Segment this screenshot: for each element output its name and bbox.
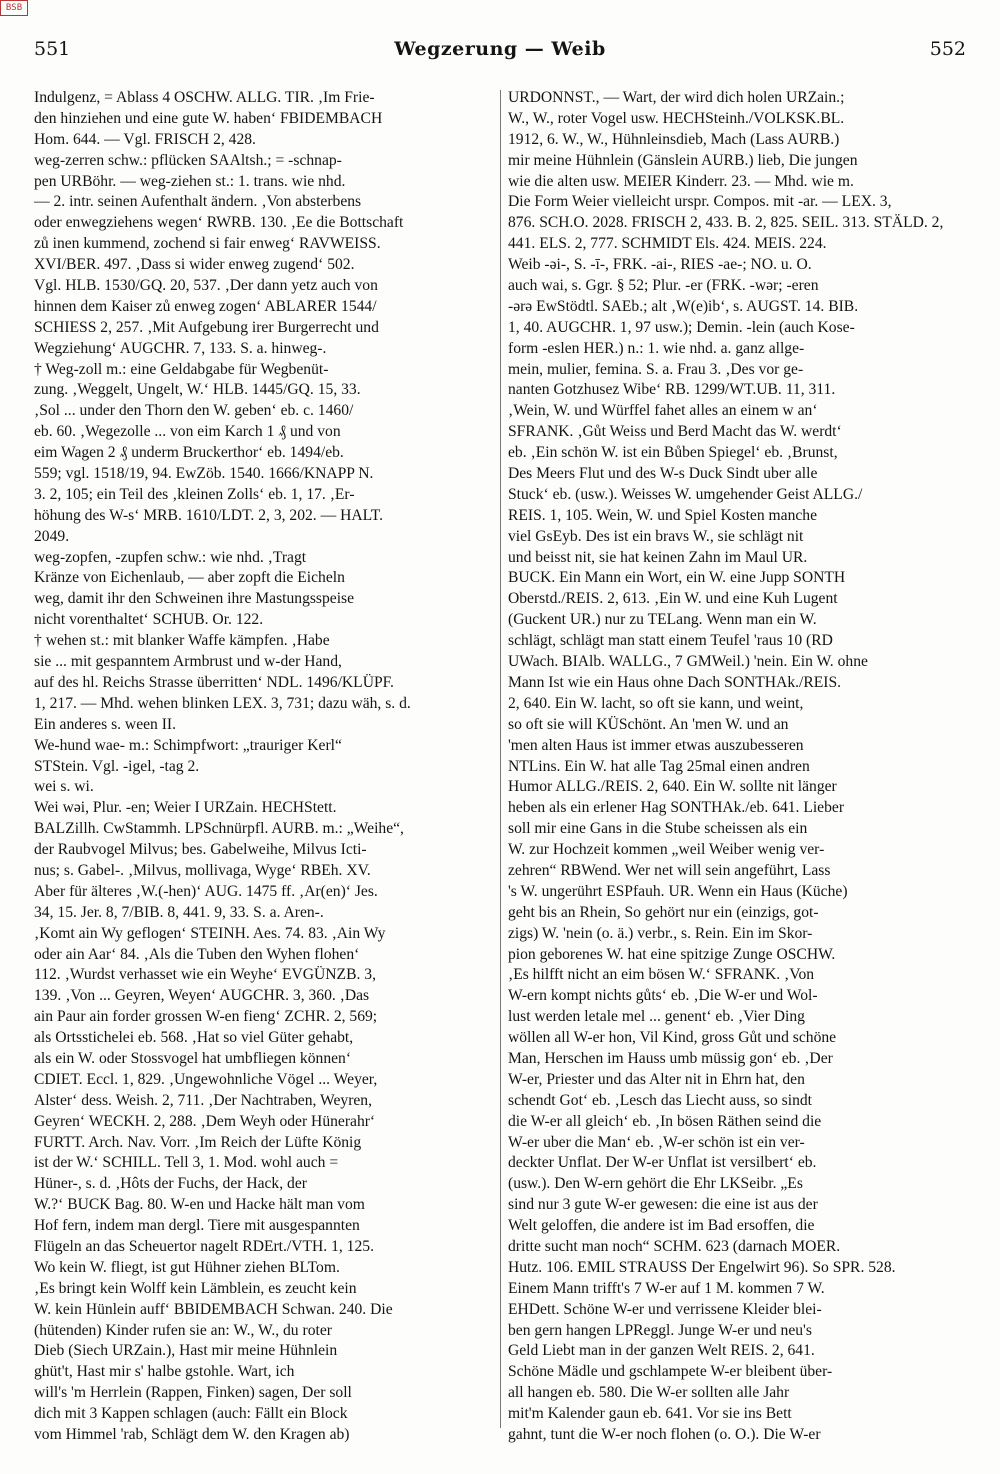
text-line: 2049. (34, 527, 70, 545)
text-line: weg, damit ihr den Schweinen ihre Mastungsspeise (34, 590, 355, 608)
text-line: wei s. wi. (34, 778, 94, 796)
text-line: W. zur Hochzeit kommen „weil Weiber wenig ver- (508, 841, 825, 859)
text-line: 876. SCH.O. 2028. FRISCH 2, 433. B. 2, 825. SEIL. 313. STÄLD. 2, (508, 214, 944, 232)
text-line: We-hund wae- m.: Schimpfwort: „trauriger Kerl“ (34, 736, 342, 754)
text-line: oder ain Aar‘ 84. ‚Als die Tuben den Wyhen flohen‘ (34, 945, 360, 963)
text-line: sie ... mit gespanntem Armbrust und w-der Hand, (34, 653, 342, 671)
text-line: 139. ‚Von ... Geyren, Weyen‘ AUGCHR. 3, 360. ‚Das (34, 987, 370, 1005)
text-line: Kränze von Eichenlaub, — aber zopft die Eicheln (34, 569, 345, 587)
text-line: Des Meers Flut und des W-s Duck Sindt uber alle (508, 465, 818, 483)
text-line: form -eslen HER.) n.: 1. wie nhd. a. ganz allge- (508, 339, 805, 357)
text-line: SFRANK. ‚Gůt Weiss und Berd Macht das W. werdt‘ (508, 423, 842, 441)
text-line: weg-zerren schw.: pflücken SAAltsh.; = -schnap- (34, 151, 342, 169)
text-line: Geld Liebt man in der ganzen Welt REIS. 2, 641. (508, 1342, 815, 1360)
text-line: 441. ELS. 2, 777. SCHMIDT Els. 424. MEIS. 224. (508, 235, 827, 253)
text-line: FURTT. Arch. Nav. Vorr. ‚Im Reich der Lüfte König (34, 1133, 362, 1151)
text-line: nanten Gotzhusez Wibe‘ RB. 1299/WT.UB. 11, 311. (508, 381, 836, 399)
text-line: ‚Sol ... under den Thorn den W. geben‘ eb. c. 1460/ (34, 402, 354, 420)
text-line: mein, mulier, femina. S. a. Frau 3. ‚Des vor ge- (508, 360, 804, 378)
left-column (34, 88, 494, 1446)
text-line: Hom. 644. — Vgl. FRISCH 2, 428. (34, 130, 256, 148)
text-line: als Ortsstichelei eb. 568. ‚Hat so viel Güter gehabt, (34, 1029, 354, 1047)
text-line: ‚Wein, W. und Würffel fahet alles an einem w an‘ (508, 402, 818, 420)
text-line: soll mir eine Gans in die Stube scheissen als ein (508, 820, 808, 838)
text-line: Vgl. HLB. 1530/GQ. 20, 537. ‚Der dann yetz auch von (34, 277, 378, 295)
text-line: wöllen all W-er hon, Vil Kind, gross Gůt und schöne (508, 1029, 837, 1047)
text-line: Die Form Weier vielleicht urspr. Compos. mit -ar. — LEX. 3, (508, 193, 892, 211)
text-line: wie die alten usw. MEIER Kinderr. 23. — Mhd. wie m. (508, 172, 854, 190)
text-line: W., W., roter Vogel usw. HECHSteinh./VOLKSK.BL. (508, 109, 845, 127)
text-line: all hangen eb. 580. Die W-er sollten alle Jahr (508, 1384, 790, 1402)
text-line: geht bis an Rhein, So gehört nur ein (einzigs, got- (508, 903, 819, 921)
text-line: Alster‘ dess. Weish. 2, 711. ‚Der Nachtraben, Weyren, (34, 1091, 372, 1109)
text-line: Welt geloffen, die andere ist im Bad ersoffen, die (508, 1217, 815, 1235)
text-line: deckter Unflat. Der W-er Unflat ist versilbert‘ eb. (508, 1154, 817, 1172)
text-line: STStein. Vgl. -igel, -tag 2. (34, 757, 200, 775)
text-line: lust werden letale mel ... genent‘ eb. ‚Vier Ding (508, 1008, 805, 1026)
text-line: Humor ALLG./REIS. 2, 640. Ein W. sollte nit länger (508, 778, 837, 796)
text-line: so oft sie will KÜSchönt. An 'men W. und an (508, 715, 789, 733)
text-line: pen URBöhr. — weg-ziehen st.: 1. trans. wie nhd. (34, 172, 346, 190)
text-line: 1, 40. AUGCHR. 1, 97 usw.); Demin. -lein (auch Kose- (508, 318, 855, 336)
text-line: zů inen kummend, zochend si fair enweg‘ RAVWEISS. (34, 235, 381, 253)
page-number-left: 551 (34, 38, 71, 60)
text-line: (Guckent UR.) nur zu TELang. Wenn man ein W. (508, 611, 817, 629)
text-line: den hinziehen und eine gute W. haben‘ FBIDEMBACH (34, 109, 383, 127)
text-line: BUCK. Ein Mann ein Wort, ein W. eine Jupp SONTH (508, 569, 846, 587)
text-line: will's 'm Herrlein (Rappen, Finken) sagen, Der soll (34, 1384, 352, 1402)
text-line: der Raubvogel Milvus; bes. Gabelweihe, Milvus Icti- (34, 841, 367, 859)
text-line: Wegziehung‘ AUGCHR. 7, 133. S. a. hinweg-. (34, 339, 327, 357)
text-line: 1912, 6. W., W., Hühnleinsdieb, Mach (Lass AURB.) (508, 130, 840, 148)
text-line: schlägt, schlägt man statt einem Teufel 'raus 10 (RD (508, 632, 833, 650)
text-line: 559; vgl. 1518/19, 94. EwZöb. 1540. 1666/KNAPP N. (34, 465, 374, 483)
text-line: ist der W.‘ SCHILL. Tell 3, 1. Mod. wohl auch = (34, 1154, 339, 1172)
text-line: W.?‘ BUCK Bag. 80. W-en und Hacke hält man vom (34, 1196, 365, 1214)
text-line: 's W. ungerührt ESPfauh. UR. Wenn ein Haus (Küche) (508, 882, 848, 900)
text-line: SCHIESS 2, 257. ‚Mit Aufgebung irer Burgerrecht und (34, 318, 379, 336)
page-number-right: 552 (929, 38, 966, 60)
text-line: Oberstd./REIS. 2, 613. ‚Ein W. und eine Kuh Lugent (508, 590, 838, 608)
text-line: nus; s. Gabel-. ‚Milvus, mollivaga, Wyge‘ RBEh. XV. (34, 861, 371, 879)
text-line: † wehen st.: mit blanker Waffe kämpfen. ‚Habe (34, 632, 330, 650)
library-stamp: BSB (0, 0, 28, 16)
text-line: mit'm Kalender gaun eb. 641. Vor sie ins Bett (508, 1405, 792, 1423)
text-line: Geyren‘ WECKH. 2, 288. ‚Dem Weyh oder Hünerahr‘ (34, 1112, 376, 1130)
text-line: eb. ‚Ein schön W. ist ein Bůben Spiegel‘ eb. ‚Brunst, (508, 444, 838, 462)
text-line: Aber für älteres ‚W.(-hen)‘ AUG. 1475 ff. ‚Ar(en)‘ Jes. (34, 882, 378, 900)
text-line: EHDett. Schöne W-er und verrissene Kleider blei- (508, 1300, 822, 1318)
text-line: CDIET. Eccl. 1, 829. ‚Ungewohnliche Vögel ... Weyer, (34, 1070, 378, 1088)
text-line: ben gern hangen LPReggl. Junge W-er und neu's (508, 1321, 812, 1339)
text-line: weg-zopfen, -zupfen schw.: wie nhd. ‚Tragt (34, 548, 307, 566)
text-line: ain Paur ain forder grossen W-en fieng‘ ZCHR. 2, 569; (34, 1008, 378, 1026)
text-line: Schöne Mädle und gschlampete W-er bleibent über- (508, 1363, 833, 1381)
text-line: W-ern kompt nichts gůts‘ eb. ‚Die W-er und Wol- (508, 987, 818, 1005)
text-line: pion geborenes W. hat eine spitzige Zunge OSCHW. (508, 945, 836, 963)
text-line: vom Himmel 'rab, Schlägt dem W. den Kragen ab) (34, 1426, 350, 1443)
text-line: zigs) W. 'nein (o. ä.) verbr., s. Rein. Ein im Skor- (508, 924, 813, 942)
text-line: viel GsEyb. Des ist ein bravs W., sie schlägt nit (508, 527, 804, 545)
text-line: Man, Herschen im Hauss umb müssig gon‘ eb. ‚Der (508, 1049, 833, 1067)
text-line: mir meine Hühnlein (Gänslein AURB.) lieb, Die jungen (508, 151, 858, 169)
text-line: W-er uber die Man‘ eb. ‚W-er schön ist ein ver- (508, 1133, 805, 1151)
text-line: und beisst nit, sie hat keinen Zahn im Maul UR. (508, 548, 808, 566)
text-line: sind nur 3 gute W-er gewesen: die eine ist aus der (508, 1196, 818, 1214)
text-line: URDONNST., — Wart, der wird dich holen URZain.; (508, 89, 845, 106)
text-line: — 2. intr. seinen Aufenthalt ändern. ‚Von absterbens (34, 193, 362, 211)
text-line: schendt Got‘ eb. ‚Lesch das Liecht auss, so sindt (508, 1091, 813, 1109)
text-line: 1, 217. — Mhd. wehen blinken LEX. 3, 731; dazu wäh, s. d. (34, 694, 411, 712)
text-line: 'men alten Haus ist immer etwas auszubesseren (508, 736, 804, 754)
text-line: dritte sucht man noch“ SCHM. 623 (darnach MOER. (508, 1237, 841, 1255)
text-line: dich mit 3 Kappen schlagen (auch: Fällt ein Block (34, 1405, 348, 1423)
text-line: heben als ein erlener Hag SONTHAk./eb. 641. Lieber (508, 799, 845, 817)
text-line: Einem Mann trifft's 7 W-er auf 1 M. kommen 7 W. (508, 1279, 825, 1297)
text-line: ghüt't, Hast mir s' halbe gstohle. Wart, ich (34, 1363, 295, 1381)
text-line: zehren“ RBWend. Wer net will sein angeführt, Lass (508, 861, 831, 879)
text-line: zung. ‚Weggelt, Ungelt, W.‘ HLB. 1445/GQ. 15, 33. (34, 381, 361, 399)
text-line: W. kein Hünlein auff‘ BBIDEMBACH Schwan. 240. Die (34, 1300, 393, 1318)
text-line: Wei wəi, Plur. -en; Weier I URZain. HECHStett. (34, 799, 337, 817)
text-line: die W-er all gleich‘ eb. ‚In bösen Räthen seind die (508, 1112, 822, 1130)
text-line: Ein anderes s. ween II. (34, 715, 177, 733)
text-line: eim Wagen 2 ₰ underm Bruckerthor‘ eb. 1494/eb. (34, 444, 344, 462)
text-line: gahnt, tunt die W-er noch flohen (o. O.). Die W-er (508, 1426, 821, 1443)
text-line: auch wai, s. Ggr. § 52; Plur. -er (FRK. -wər; -eren (508, 277, 819, 295)
text-line: oder enwegziehens wegen‘ RWRB. 130. ‚Ee die Bottschaft (34, 214, 404, 232)
text-line: ‚Es bringt kein Wolff kein Lämblein, es zeucht kein (34, 1279, 357, 1297)
text-line: Hutz. 106. EMIL STRAUSS Der Engelwirt 96). So SPR. 528. (508, 1258, 896, 1276)
right-column (508, 88, 968, 1446)
text-line: 3. 2, 105; ein Teil des ‚kleinen Zolls‘ eb. 1, 17. ‚Er- (34, 485, 355, 503)
text-line: 2, 640. Ein W. lacht, so oft sie kann, und weint, (508, 694, 804, 712)
text-line: eb. 60. ‚Wegezolle ... von eim Karch 1 ₰ und von (34, 423, 341, 441)
text-line: 34, 15. Jer. 8, 7/BIB. 8, 441. 9, 33. S. a. Aren-. (34, 903, 324, 921)
text-line: Dieb (Siech URZain.), Hast mir meine Hühnlein (34, 1342, 338, 1360)
text-line: (usw.). Den W-ern gehört die Ehr LKSeibr. „Es (508, 1175, 803, 1193)
text-line: † Weg-zoll m.: eine Geldabgabe für Wegbenüt- (34, 360, 329, 378)
text-line: Indulgenz, = Ablass 4 OSCHW. ALLG. TIR. ‚Im Frie- (34, 89, 375, 106)
text-line: 112. ‚Wurdst verhasset wie ein Weyhe‘ EVGÜNZB. 3, (34, 966, 376, 984)
text-line: hinnen dem Kaiser zů enweg zogen‘ ABLARER 1544/ (34, 297, 377, 315)
text-line: Mann Ist wie ein Haus ohne Dach SONTHAk./REIS. (508, 673, 842, 691)
text-line: ‚Es hilfft nicht an eim bösen W.‘ SFRANK. ‚Von (508, 966, 815, 984)
text-line: BALZillh. CwStammh. LPSchnürpfl. AURB. m.: „Weihe“, (34, 820, 404, 838)
text-line: XVI/BER. 497. ‚Dass si wider enweg zugend‘ 502. (34, 256, 355, 274)
text-line: Hüner-, s. d. ‚Hôts der Fuchs, der Hack, der (34, 1175, 307, 1193)
text-line: REIS. 1, 105. Wein, W. und Spiel Kosten manche (508, 506, 818, 524)
text-line: NTLins. Ein W. hat alle Tag 25mal einen andren (508, 757, 810, 775)
text-line: Weib -əi-, S. -ī-, FRK. -ai-, RIES -ae-; NO. u. O. (508, 256, 812, 274)
text-line: Hof fern, indem man dergl. Tiere mit ausgespannten (34, 1217, 360, 1235)
text-line: nicht vorenthaltet‘ SCHUB. Or. 122. (34, 611, 264, 629)
text-line: auf des hl. Reichs Strasse überritten‘ NDL. 1496/KLÜPF. (34, 673, 394, 691)
text-line: (hütenden) Kinder rufen sie an: W., W., du roter (34, 1321, 332, 1339)
column-divider (500, 90, 501, 1428)
text-line: Flügeln an das Scheuertor nagelt RDErt./VTH. 1, 125. (34, 1237, 374, 1255)
text-line: höhung des W-s‘ MRB. 1610/LDT. 2, 3, 202. — HALT. (34, 506, 383, 524)
page-header (34, 36, 966, 62)
text-line: W-er, Priester und das Alter nit in Ehrn hat, den (508, 1070, 805, 1088)
text-line: als ein W. oder Stossvogel hat umbfliegen können‘ (34, 1049, 352, 1067)
text-line: ‚Komt ain Wy geflogen‘ STEINH. Aes. 74. 83. ‚Ain Wy (34, 924, 386, 942)
text-line: Stuck‘ eb. (usw.). Weisses W. umgehender Geist ALLG./ (508, 485, 863, 503)
text-line: UWach. BIAlb. WALLG., 7 GMWeil.) 'nein. Ein W. ohne (508, 653, 868, 671)
page-title: Wegzerung — Weib (394, 38, 606, 60)
text-line: Wo kein W. fliegt, ist gut Hühner ziehen BLTom. (34, 1258, 340, 1276)
text-line: -ərə EwStödtl. SAEb.; alt ‚W(e)ib‘, s. AUGST. 14. BIB. (508, 297, 859, 315)
